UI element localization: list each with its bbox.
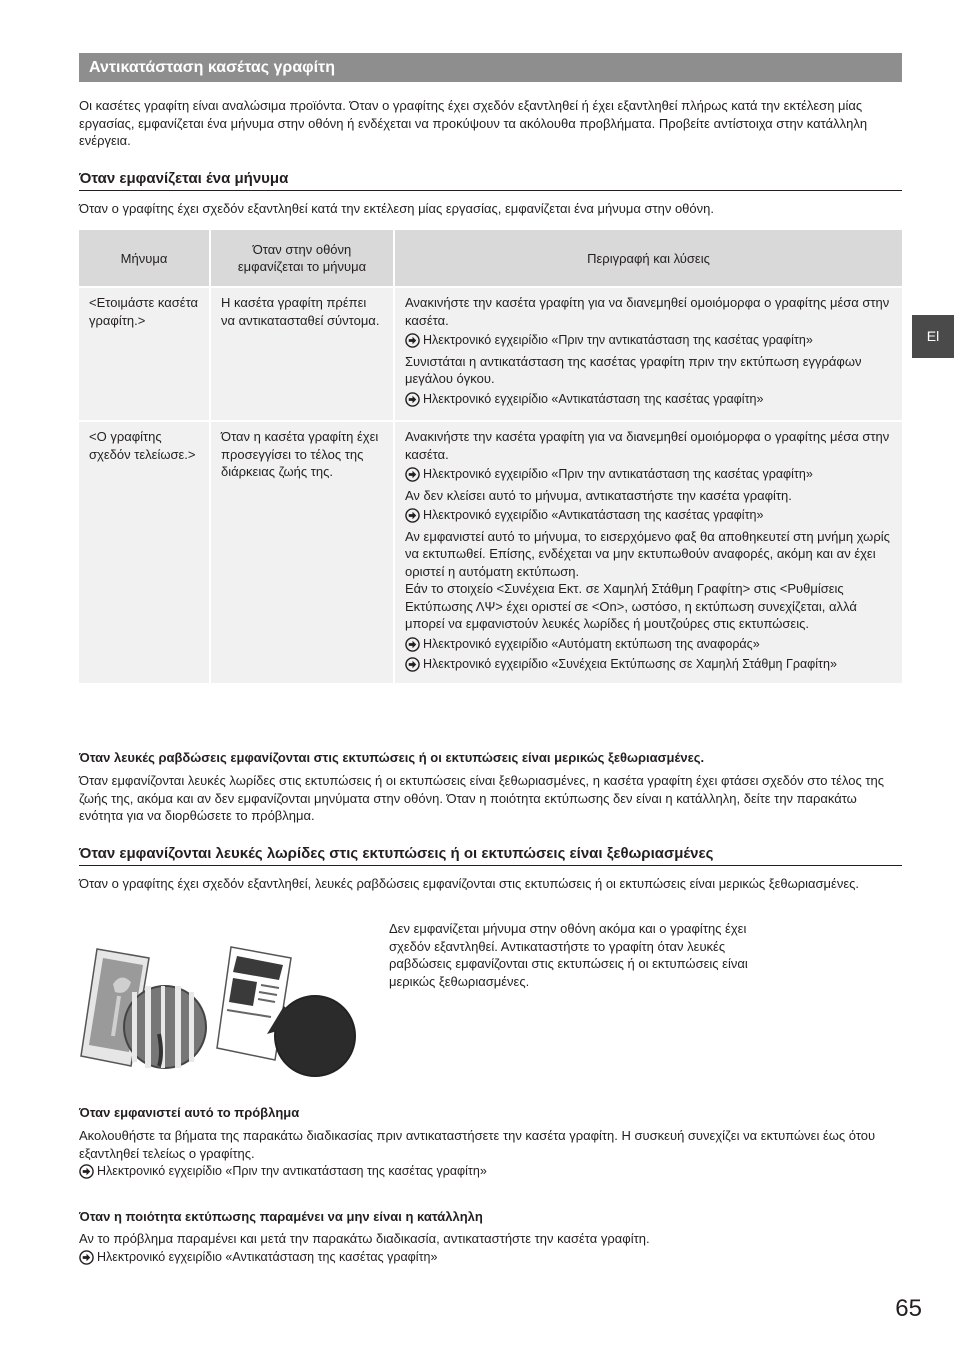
intro-text: Οι κασέτες γραφίτη είναι αναλώσιμα προϊόντα. Όταν ο γραφίτης έχει σχεδόν εξαντληθεί ή έχει εξαντληθεί πλήρως κατά την εκτέλεση μίας εργασίας, εμφανίζεται ένα μήνυμα στην οθόνη ή ενδέχεται να προκύψουν τα ακόλουθα προβλήματα. Προβείτε αντίστοιχα στην κατάλληλη ενέργεια. xyxy=(79,98,868,148)
arrow-circle-icon xyxy=(405,392,420,407)
manual-reference[interactable] xyxy=(405,636,892,653)
msg-section-heading: Όταν εμφανίζεται ένα μήνυμα xyxy=(79,169,902,191)
table-header-row xyxy=(79,230,902,287)
reference-label: Ηλεκτρονικό εγχειρίδιο «Συνέχεια Εκτύπωσης σε Χαμηλή Στάθμη Γραφίτη» xyxy=(423,657,837,671)
manual-reference[interactable] xyxy=(405,391,892,408)
arrow-circle-icon xyxy=(79,1164,94,1179)
row-description xyxy=(394,421,902,683)
description-text: Ανακινήστε την κασέτα γραφίτη για να διανεμηθεί ομοιόμορφα ο γραφίτης μέσα στην κασέτα. xyxy=(405,295,890,328)
manual-reference[interactable] xyxy=(405,656,892,673)
arrow-circle-icon xyxy=(405,508,420,523)
table-row xyxy=(79,421,902,683)
problem-heading: Όταν εμφανιστεί αυτό το πρόβλημα xyxy=(79,1105,300,1120)
arrow-circle-icon xyxy=(405,657,420,672)
reference-label: Ηλεκτρονικό εγχειρίδιο «Αντικατάσταση της κασέτας γραφίτη» xyxy=(423,508,764,522)
reference-label: Ηλεκτρονικό εγχειρίδιο «Πριν την αντικατάσταση της κασέτας γραφίτη» xyxy=(423,467,813,481)
problem-text: Ακολουθήστε τα βήματα της παρακάτω διαδικασίας πριν αντικαταστήσετε την κασέτα γραφίτη. Η συσκευή συνεχίζει να εκτυπώνει έως ότου εξαντληθεί τελείως ο γραφίτης. xyxy=(79,1128,876,1161)
page-number: 65 xyxy=(895,1295,922,1322)
arrow-circle-icon xyxy=(405,467,420,482)
reference-label: Ηλεκτρονικό εγχειρίδιο «Αντικατάσταση της κασέτας γραφίτη» xyxy=(97,1250,438,1264)
faded-document-page-figure xyxy=(217,947,355,1076)
row-when: Η κασέτα γραφίτη πρέπει να αντικατασταθεί σύντομα. xyxy=(210,287,394,421)
table-row xyxy=(79,287,902,421)
messages-table xyxy=(79,230,902,683)
quality-heading: Όταν η ποιότητα εκτύπωσης παραμένει να μην είναι η κατάλληλη xyxy=(79,1209,483,1224)
streaks-heading: Όταν εμφανίζονται λευκές λωρίδες στις εκτυπώσεις ή οι εκτυπώσεις είναι ξεθωριασμένες xyxy=(79,844,902,866)
faded-print-illustration xyxy=(79,944,359,1080)
section-title: Αντικατάσταση κασέτας γραφίτη xyxy=(79,53,902,82)
msg-section-text: Όταν ο γραφίτης έχει σχεδόν εξαντληθεί κατά την εκτέλεση μίας εργασίας, εμφανίζεται ένα μήνυμα στην οθόνη. xyxy=(79,201,714,216)
note-text: Όταν εμφανίζονται λευκές λωρίδες στις εκτυπώσεις ή οι εκτυπώσεις είναι ξεθωριασμένες, η κασέτα γραφίτη έχει φτάσει σχεδόν στο τέλος της ζωής της, ακόμα και αν δεν εμφανίζονται μηνύματα στην οθόνη. Όταν η ποιότητα εκτύπωσης δεν είναι η κατάλληλη, δείτε την παρακάτω ενότητα για να διορθώσετε το πρόβλημα. xyxy=(79,773,885,823)
reference-label: Ηλεκτρονικό εγχειρίδιο «Πριν την αντικατάσταση της κασέτας γραφίτη» xyxy=(423,333,813,347)
manual-reference[interactable] xyxy=(405,507,892,524)
manual-reference[interactable] xyxy=(405,332,892,349)
reference-label: Ηλεκτρονικό εγχειρίδιο «Πριν την αντικατάσταση της κασέτας γραφίτη» xyxy=(97,1164,487,1178)
row-message: <Ο γραφίτης σχεδόν τελείωσε.> xyxy=(79,421,210,683)
note-heading: Όταν λευκές ραβδώσεις εμφανίζονται στις εκτυπώσεις ή οι εκτυπώσεις είναι μερικώς ξεθωριασμένες. xyxy=(79,750,705,765)
reference-label: Ηλεκτρονικό εγχειρίδιο «Αντικατάσταση της κασέτας γραφίτη» xyxy=(423,391,764,406)
description-text: Ανακινήστε την κασέτα γραφίτη για να διανεμηθεί ομοιόμορφα ο γραφίτης μέσα στην κασέτα. xyxy=(405,429,890,462)
manual-reference[interactable] xyxy=(405,466,892,483)
quality-text: Αν το πρόβλημα παραμένει και μετά την παρακάτω διαδικασία, αντικαταστήστε την κασέτα γραφίτη. xyxy=(79,1231,650,1246)
description-text: Αν εμφανιστεί αυτό το μήνυμα, το εισερχόμενο φαξ θα αποθηκευτεί στη μνήμη χωρίς να εκτυπωθεί. Επίσης, ενδέχεται να μην εκτυπωθούν αναφορές, ακόμη και αν έχει οριστεί η αυτόματη εκτύπωση. xyxy=(405,528,890,579)
arrow-circle-icon xyxy=(405,333,420,348)
header-message: Μήνυμα xyxy=(79,230,210,287)
description-text: Συνιστάται η αντικατάσταση της κασέτας γραφίτη πριν την εκτύπωση εγγράφων μεγάλου όγκου. xyxy=(405,353,862,386)
manual-reference[interactable] xyxy=(79,1163,902,1180)
faded-photo-page-figure xyxy=(81,949,206,1068)
description-text: Εάν το στοιχείο <Συνέχεια Εκτ. σε Χαμηλή Στάθμη Γραφίτη> στις <Ρυθμίσεις Εκτύπωσης ΛΨ> έχει οριστεί σε <On>, ωστόσο, η εκτύπωση συνεχίζεται, αλλά μπορεί να εμφανιστούν λευκές λωρίδες ή μουτζούρες στις εκτυπώσεις. xyxy=(405,581,857,631)
header-when: Όταν στην οθόνη εμφανίζεται το μήνυμα xyxy=(210,230,394,287)
header-description: Περιγραφή και λύσεις xyxy=(394,230,902,287)
manual-reference[interactable] xyxy=(79,1249,902,1266)
arrow-circle-icon xyxy=(79,1250,94,1265)
row-when: Όταν η κασέτα γραφίτη έχει προσεγγίσει το τέλος της διάρκειας ζωής της. xyxy=(210,421,394,683)
arrow-circle-icon xyxy=(405,637,420,652)
figure-caption: Δεν εμφανίζεται μήνυμα στην οθόνη ακόμα και ο γραφίτης έχει σχεδόν εξαντληθεί. Αντικαταστήστε το γραφίτη όταν λευκές ραβδώσεις εμφανίζονται στις εκτυπώσεις ή οι εκτυπώσεις είναι μερικώς ξεθωριασμένες. xyxy=(389,921,748,989)
row-message: <Ετοιμάστε κασέτα γραφίτη.> xyxy=(79,287,210,421)
row-description xyxy=(394,287,902,421)
description-text: Αν δεν κλείσει αυτό το μήνυμα, αντικαταστήστε την κασέτα γραφίτη. xyxy=(405,487,792,503)
language-tab[interactable]: El xyxy=(912,315,954,358)
streaks-text: Όταν ο γραφίτης έχει σχεδόν εξαντληθεί, λευκές ραβδώσεις εμφανίζονται στις εκτυπώσεις ή οι εκτυπώσεις είναι μερικώς ξεθωριασμένες. xyxy=(79,876,860,891)
reference-label: Ηλεκτρονικό εγχειρίδιο «Αυτόματη εκτύπωση της αναφοράς» xyxy=(423,636,760,651)
